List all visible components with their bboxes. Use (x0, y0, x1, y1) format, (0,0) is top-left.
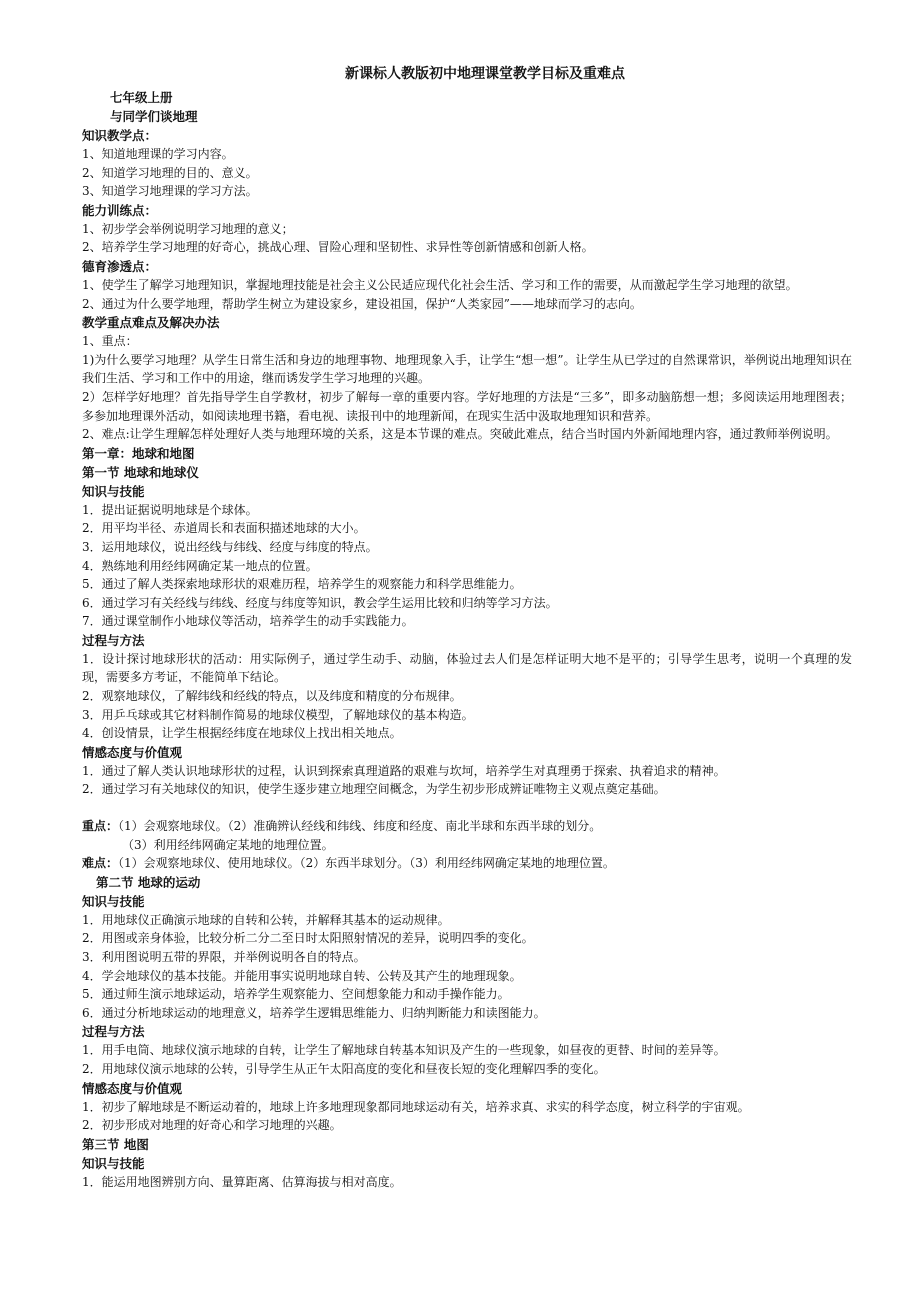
ability-item: 1、初步学会举例说明学习地理的意义； (82, 221, 294, 236)
list-item: 6．通过分析地球运动的地理意义，培养学生逻辑思维能力、归纳判断能力和读图能力。 (82, 1005, 546, 1020)
chapter-heading: 第一章：地球和地图 (82, 445, 195, 461)
subsection-heading: 过程与方法 (82, 632, 145, 648)
list-item: 3．用乒乓球或其它材料制作简易的地球仪模型，了解地球仪的基本构造。 (82, 707, 474, 722)
subsection-heading: 情感态度与价值观 (82, 1080, 183, 1096)
subsection-heading: 知识与技能 (82, 1155, 145, 1171)
section-heading: 第一节 地球和地球仪 (82, 464, 199, 480)
list-item: 1．提出证据说明地球是个球体。 (82, 502, 258, 517)
difficulty-label: 难点： (82, 856, 119, 871)
list-item: 1．用地球仪正确演示地球的自转和公转，并解释其基本的运动规律。 (82, 912, 450, 927)
list-item: 2．观察地球仪，了解纬线和经线的特点，以及纬度和精度的分布规律。 (82, 689, 462, 704)
key-item: 1)为什么要学习地理？从学生日常生活和身边的地理事物、地理现象入手，让学生“想一想”。让学生从已学过的自然课常识，举例说出地理知识在我们生活、学习和工作中的用途，继而诱发学生学习地理的兴趣。 (82, 352, 852, 386)
list-item: 5．通过了解人类探索地球形状的艰难历程，培养学生的观察能力和科学思维能力。 (82, 577, 522, 592)
list-item: 2．通过学习有关地球仪的知识，使学生逐步建立地理空间概念，为学生初步形成辨证唯物主义观点奠定基础。 (82, 782, 666, 797)
knowledge-item: 3、知道学习地理课的学习方法。 (82, 184, 258, 199)
key-item: 2、难点:让学生理解怎样处理好人类与地理环境的关系，这是本节课的难点。突破此难点，结合当时国内外新闻地理内容，通过教师举例说明。 (82, 427, 838, 442)
subsection-heading: 知识与技能 (82, 893, 145, 909)
list-item: 7．通过课堂制作小地球仪等活动，培养学生的动手实践能力。 (82, 614, 414, 629)
subsection-heading: 过程与方法 (82, 1024, 145, 1040)
moral-item: 1、使学生了解学习地理知识，掌握地理技能是社会主义公民适应现代化社会生活、学习和工作的需要，从而激起学生学习地理的欲望。 (82, 277, 798, 292)
list-item: 2．初步形成对地理的好奇心和学习地理的兴趣。 (82, 1118, 342, 1133)
subsection-heading: 知识与技能 (82, 483, 145, 499)
section-heading: 第二节 地球的运动 (96, 874, 201, 890)
list-item: 1．用手电筒、地球仪演示地球的自转，让学生了解地球自转基本知识及产生的一些现象，如昼夜的更替、时间的差异等。 (82, 1043, 726, 1058)
list-item: 4．学会地球仪的基本技能。并能用事实说明地球自转、公转及其产生的地理现象。 (82, 968, 522, 983)
difficulty-line (82, 854, 852, 873)
knowledge-item: 2、知道学习地理的目的、意义。 (82, 165, 258, 180)
grade-heading: 七年级上册 (110, 90, 173, 105)
focus-text-2: （3）利用经纬网确定某地的地理位置。 (122, 837, 334, 852)
list-item: 1．通过了解人类认识地球形状的过程，认识到探索真理道路的艰难与坎坷，培养学生对真理勇于探索、执着追求的精神。 (82, 763, 726, 778)
moral-item: 2、通过为什么要学地理，帮助学生树立为建设家乡，建设祖国，保护“人类家园”——地球而学习的志向。 (82, 296, 642, 311)
list-item: 4．熟练地利用经纬网确定某一地点的位置。 (82, 558, 318, 573)
intro-heading: 与同学们谈地理 (110, 109, 198, 124)
list-item: 6．通过学习有关经线与纬线、经度与纬度等知识，教会学生运用比较和归纳等学习方法。 (82, 595, 558, 610)
list-item: 5．通过师生演示地球运动，培养学生观察能力、空间想象能力和动手操作能力。 (82, 987, 510, 1002)
list-item: 1．能运用地图辨别方向、量算距离、估算海拔与相对高度。 (82, 1174, 402, 1189)
list-item: 4．创设情景，让学生根据经纬度在地球仪上找出相关地点。 (82, 726, 402, 741)
subsection-heading: 情感态度与价值观 (82, 744, 183, 760)
list-item: 3．运用地球仪，说出经线与纬线、经度与纬度的特点。 (82, 539, 378, 554)
list-item: 3．利用图说明五带的界限，并举例说明各自的特点。 (82, 950, 366, 964)
focus-line (82, 817, 852, 836)
key-label: 1、重点： (82, 334, 138, 349)
difficulty-text: （1）会观察地球仪、使用地球仪。（2）东西半球划分。（3）利用经纬网确定某地的地理位置。 (118, 856, 615, 871)
list-item: 2．用平均半径、赤道周长和表面积描述地球的大小。 (82, 521, 366, 536)
focus-label: 重点： (82, 819, 119, 834)
ability-item: 2、培养学生学习地理的好奇心，挑战心理、冒险心理和坚韧性、求异性等创新情感和创新人格。 (82, 240, 594, 255)
key-item: 2）怎样学好地理？首先指导学生自学教材，初步了解每一章的重要内容。学好地理的方法是“三多”，即多动脑筋想一想；多阅读运用地理图表；多参加地理课外活动，如阅读地理书籍，看电视、读报刊中的地理新闻，在现实生活中汲取地理知识和营养。 (82, 389, 852, 423)
document-title: 新课标人教版初中地理课堂教学目标及重难点 (345, 66, 625, 82)
ability-heading: 能力训练点： (82, 202, 158, 218)
list-item: 1．初步了解地球是不断运动着的，地球上许多地理现象都同地球运动有关，培养求真、求实的科学态度，树立科学的宇宙观。 (82, 1099, 750, 1114)
section-heading: 第三节 地图 (82, 1136, 149, 1152)
list-item: 2．用地球仪演示地球的公转，引导学生从正午太阳高度的变化和昼夜长短的变化理解四季的变化。 (82, 1061, 606, 1076)
focus-text: （1）会观察地球仪。（2）准确辨认经线和纬线、纬度和经度、南北半球和东西半球的划分。 (118, 819, 602, 834)
list-item: 1．设计探讨地球形状的活动：用实际例子，通过学生动手、动脑，体验过去人们是怎样证明大地不是平的；引导学生思考，说明一个真理的发现，需要多方考证，不能简单下结论。 (82, 651, 852, 685)
list-item: 2．用图或亲身体验，比较分析二分二至日时太阳照射情况的差异，说明四季的变化。 (82, 931, 534, 946)
knowledge-item: 1、知道地理课的学习内容。 (82, 147, 234, 161)
knowledge-heading: 知识教学点： (82, 128, 158, 143)
moral-heading: 德育渗透点： (82, 258, 158, 274)
document-page (82, 62, 852, 1191)
key-heading: 教学重点难点及解决办法 (82, 315, 220, 331)
